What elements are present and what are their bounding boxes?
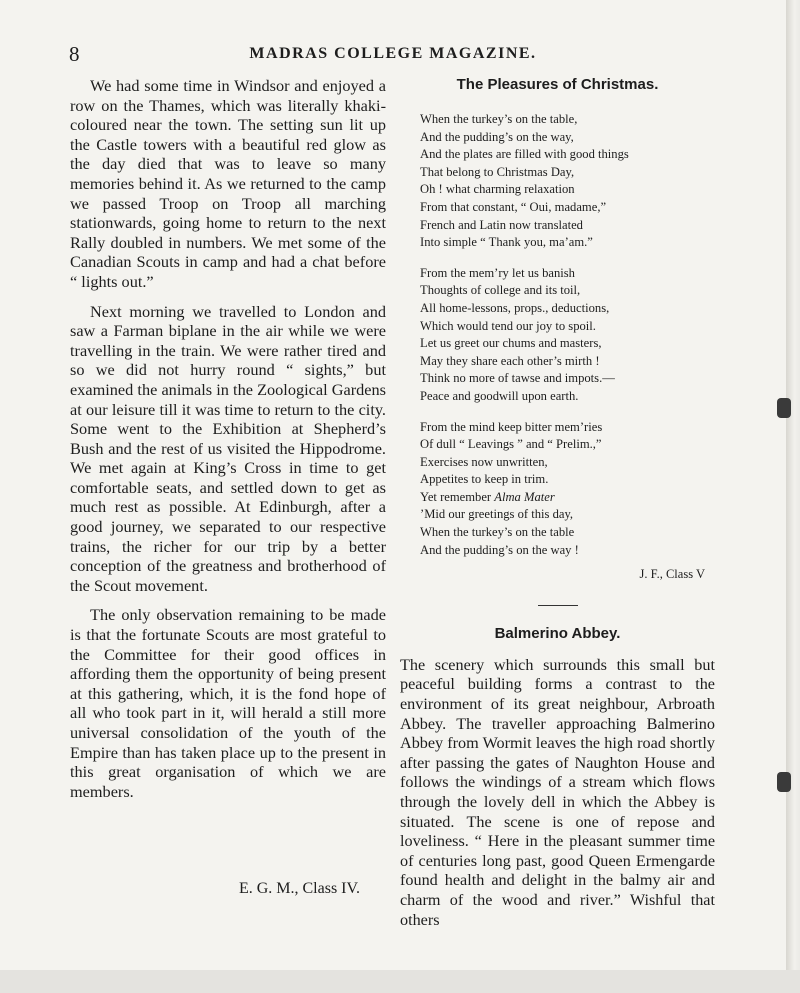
- paragraph: The only observation remaining to be made is that the fortunate Scouts are most grateful to the Committee for their good offices in affording them the opportunity of being present at this gathering, which, it is the fond hope of all who took part in it, will herald a still more universal consolidation of the youth of the Empire than has taken place up to the present in this great organisation of which we are members.: [70, 605, 386, 801]
- poem-line: All home-lessons, props., deductions,: [420, 300, 610, 315]
- poem-line: [420, 489, 715, 507]
- page-number: 8: [69, 42, 80, 66]
- section-divider: [538, 605, 578, 606]
- article-text: The scenery which surrounds this small but peaceful building forms a contrast to the environment of its great neighbour, Arbroath Abbey. The traveller approaching Balmerino Abbey from Wormit leaves the high road shortly after passing the gates of Naughton House and follows the windings of a stream which flows through the lovely dell in which the Abbey is situated. The scene is one of repose and loveliness. “ Here in the pleasant summer time of centuries long past, good Queen Ermengarde found health and delight in the balmy air and charm of the wood and river.” Wishful that others: [400, 655, 715, 929]
- poem-line: Of dull “ Leavings ” and “ Prelim.,”: [420, 437, 602, 452]
- poem-line: That belong to Christmas Day,: [420, 164, 575, 179]
- poem-signature: J. F., Class V: [639, 567, 705, 582]
- poem-line: When the turkey’s on the table,: [420, 112, 578, 126]
- poem-line: From that constant, “ Oui, madame,”: [420, 199, 607, 214]
- poem-line: Think no more of tawse and impots.—: [420, 371, 615, 386]
- poem-line-text: Yet remember: [420, 489, 495, 504]
- poem-line: ’Mid our greetings of this day,: [420, 507, 574, 522]
- paragraph: Next morning we travelled to London and saw a Farman biplane in the air while we were travelling in the train. We were rather tired and so we did not hurry round “ sights,” but examined the animals in the Zoological Gardens at our leisure till it was time to return to the city. Some went to the Exhibition at Shepherd’s Bush and the rest of us visited the Hippodrome. We met again at King’s Cross in time to get comfortable seats, and settled down to get as much rest as possible. At Edinburgh, after a good journey, we separated to our respective trains, the richer for our trip by a better conception of the greatness and brotherhood of the Scout movement.: [70, 301, 386, 595]
- poem-line: Oh ! what charming relaxation: [420, 182, 575, 197]
- poem-line: And the pudding’s on the way !: [420, 542, 579, 557]
- poem-line: When the turkey’s on the table: [420, 525, 575, 540]
- poem-line: Peace and goodwill upon earth.: [420, 388, 579, 403]
- stanza: [420, 265, 715, 406]
- poem-line: Let us greet our chums and masters,: [420, 336, 602, 351]
- poem-line: Which would tend our joy to spoil.: [420, 318, 596, 333]
- poem-line: French and Latin now translated: [420, 217, 583, 232]
- page-edge: [786, 0, 800, 993]
- italic-phrase: Alma Mater: [494, 489, 555, 504]
- poem-line: And the pudding’s on the way,: [420, 129, 574, 144]
- page-bottom-edge: [0, 970, 800, 993]
- poem-line: Appetites to keep in trim.: [420, 472, 549, 487]
- binding-mark: [777, 772, 791, 792]
- poem-line: Into simple “ Thank you, ma’am.”: [420, 235, 593, 250]
- poem-line: Exercises now unwritten,: [420, 454, 548, 469]
- stanza: [420, 419, 715, 560]
- poem: [400, 111, 715, 584]
- poem-line: May they share each other’s mirth !: [420, 353, 600, 368]
- stanza: [420, 111, 715, 252]
- article-signature: E. G. M., Class IV.: [238, 880, 360, 897]
- poem-title: The Pleasures of Christmas.: [456, 76, 659, 93]
- left-column: [70, 76, 386, 811]
- right-column: [400, 76, 715, 930]
- paragraph: We had some time in Windsor and enjoyed a row on the Thames, which was literally khaki-coloured near the town. The setting sun lit up the Castle towers with a beautiful red glow as the day died that was to leave so many memories behind it. As we returned to the camp we passed Troop on Troop all marching stationwards, going home to return to the next Rally doubled in numbers. We met some of the Canadian Scouts in camp and had a chat before “ lights out.”: [70, 76, 386, 291]
- binding-mark: [777, 398, 791, 418]
- article-title: Balmerino Abbey.: [494, 624, 621, 642]
- poem-line: Thoughts of college and its toil,: [420, 283, 581, 298]
- poem-line: From the mem’ry let us banish: [420, 265, 575, 280]
- poem-line: And the plates are filled with good things: [420, 147, 629, 162]
- page-title: MADRAS COLLEGE MAGAZINE.: [249, 45, 537, 62]
- poem-line: From the mind keep bitter mem’ries: [420, 419, 603, 434]
